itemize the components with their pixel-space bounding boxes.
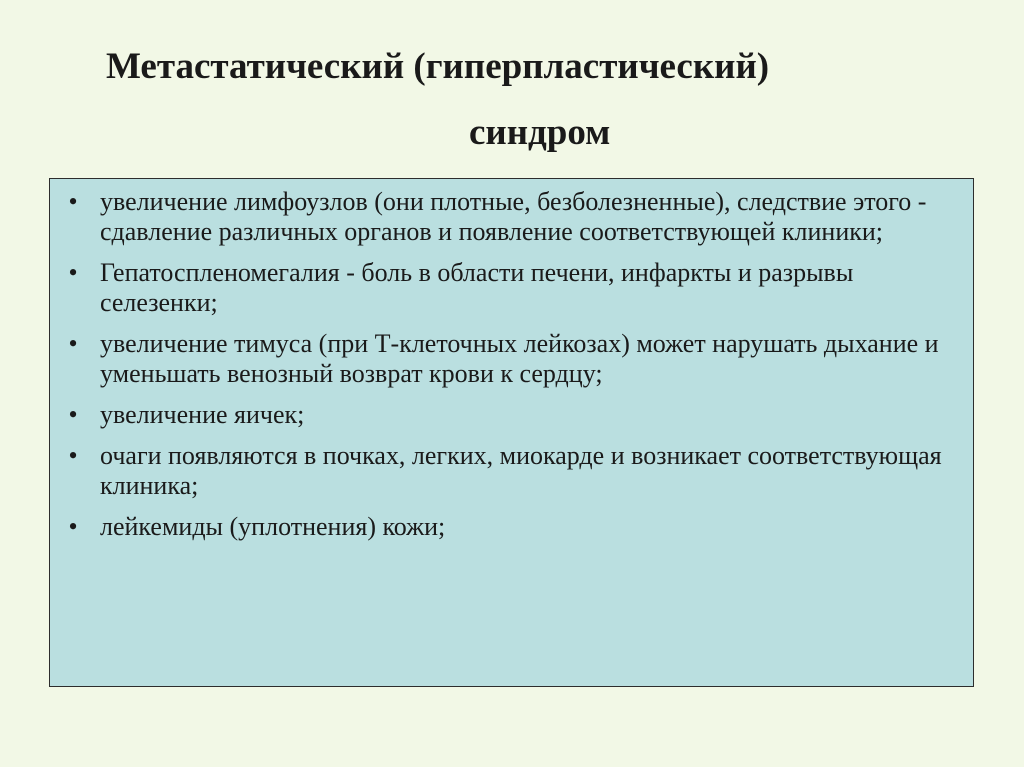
bullet-list [50,187,973,553]
bullet-text: увеличение тимуса (при Т-клеточных лейкозах) может нарушать дыхание и уменьшать венозный возврат крови к сердцу; [100,329,939,388]
bullet-item [50,441,973,501]
bullet-item [50,258,973,318]
content-box [49,178,974,687]
bullet-icon: • [68,329,78,358]
bullet-text: очаги появляются в почках, легких, миокарде и возникает соответствующая клиника; [100,441,942,500]
bullet-icon: • [68,512,78,541]
bullet-item [50,187,973,247]
bullet-text: Гепатоспленомегалия - боль в области печени, инфаркты и разрывы селезенки; [100,258,854,317]
bullet-item [50,400,973,430]
bullet-icon: • [68,400,78,429]
bullet-icon: • [68,258,78,287]
bullet-icon: • [68,187,78,216]
bullet-text: увеличение яичек; [100,400,305,429]
bullet-text: увеличение лимфоузлов (они плотные, безболезненные), следствие этого - сдавление различных органов и появление соответствующей клиники; [100,187,927,246]
title-line-1: Метастатический (гиперпластический) [106,46,770,87]
bullet-icon: • [68,441,78,470]
bullet-item [50,512,973,542]
title-line-2: синдром [469,112,611,153]
bullet-item [50,329,973,389]
bullet-text: лейкемиды (уплотнения) кожи; [100,512,446,541]
